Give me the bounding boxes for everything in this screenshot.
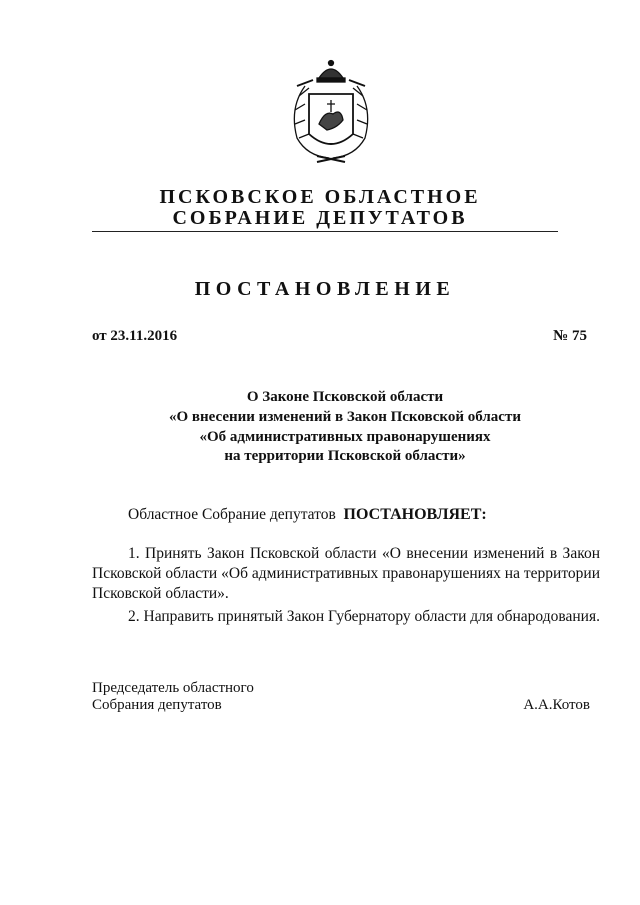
document-type: ПОСТАНОВЛЕНИЕ bbox=[194, 278, 456, 300]
heading-line-1: О Законе Псковской области bbox=[246, 389, 444, 405]
preamble bbox=[128, 506, 487, 524]
item-2: 2. Направить принятый Закон Губернатору области для обнародования. bbox=[128, 608, 600, 625]
signature-title-line1: Председатель областного bbox=[92, 680, 254, 696]
heading-line-4: на территории Псковской области» bbox=[224, 448, 466, 464]
signature-title bbox=[92, 680, 254, 714]
signatory-name: А.А.Котов bbox=[523, 697, 590, 713]
preamble-decree: ПОСТАНОВЛЯЕТ: bbox=[343, 506, 487, 523]
document-number: № 75 bbox=[553, 328, 587, 344]
item-1: 1. Принять Закон Псковской области «О внесении изменений в Закон Псковской области «Об административных правонарушениях на территории Псковской области». bbox=[92, 545, 600, 602]
coat-of-arms-emblem bbox=[283, 58, 379, 166]
org-name-line1: ПСКОВСКОЕ ОБЛАСТНОЕ bbox=[159, 186, 481, 208]
heading-line-3: «Об административных правонарушениях bbox=[199, 429, 491, 445]
org-name-line2: СОБРАНИЕ ДЕПУТАТОВ bbox=[172, 207, 468, 229]
header-divider bbox=[92, 231, 558, 232]
heading-line-2: «О внесении изменений в Закон Псковской области bbox=[169, 409, 521, 425]
signature-title-line2: Собрания депутатов bbox=[92, 697, 222, 713]
preamble-text: Областное Собрание депутатов bbox=[128, 506, 336, 523]
document-date: от 23.11.2016 bbox=[92, 328, 178, 344]
